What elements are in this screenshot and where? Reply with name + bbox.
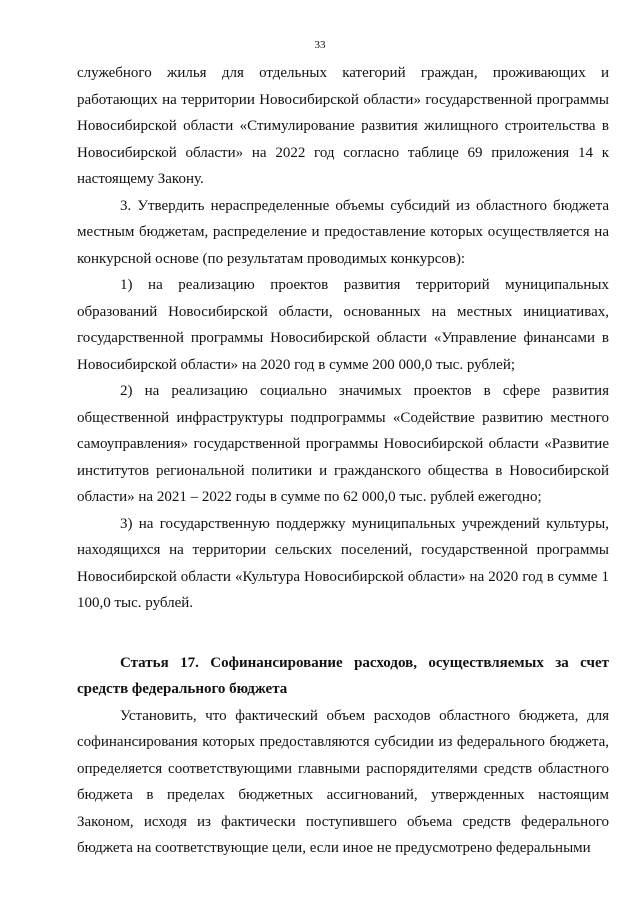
section-spacer <box>77 617 609 650</box>
article-heading: Статья 17. Софинансирование расходов, осуществляемых за счет средств федерального бюджета <box>77 654 609 697</box>
document-body <box>77 60 609 862</box>
paragraph-subitem-1: 1) на реализацию проектов развития территорий муниципальных образований Новосибирской области, основанных на местных инициативах, государственной программы Новосибирской области «Управление финансами в Новосибирской области» на 2020 год в сумме 200 000,0 тыс. рублей; <box>77 277 609 373</box>
paragraph-continuation: служебного жилья для отдельных категорий граждан, проживающих и работающих на территории Новосибирской области» государственной программы Новосибирской области «Стимулирование развития жилищного строительства в Новосибирской области» на 2022 год согласно таблице 69 приложения 14 к настоящему Закону. <box>77 65 609 187</box>
paragraph-subitem-3: 3) на государственную поддержку муниципальных учреждений культуры, находящихся на территории сельских поселений, государственной программы Новосибирской области «Культура Новосибирской области» на 2020 год в сумме 1 100,0 тыс. рублей. <box>77 515 609 611</box>
paragraph-subitem-2: 2) на реализацию социально значимых проектов в сфере развития общественной инфраструктуры подпрограммы «Содействие развитию местного самоуправления» государственной программы Новосибирской области «Развитие институтов региональной политики и гражданского общества в Новосибирской области» на 2021 – 2022 годы в сумме по 62 000,0 тыс. рублей ежегодно; <box>77 383 609 505</box>
paragraph-item-3: 3. Утвердить нераспределенные объемы субсидий из областного бюджета местным бюджетам, распределение и предоставление которых осуществляется на конкурсной основе (по результатам проводимых конкурсов): <box>77 197 609 267</box>
page-number: 33 <box>314 39 326 51</box>
paragraph-article-17: Установить, что фактический объем расходов областного бюджета, для софинансирования которых предоставляются субсидии из федерального бюджета, определяется соответствующими главными распорядителями средств областного бюджета в пределах бюджетных ассигнований, утвержденных настоящим Законом, исходя из фактически поступившего объема средств федерального бюджета на соответствующие цели, если иное не предусмотрено федеральными <box>77 707 609 856</box>
